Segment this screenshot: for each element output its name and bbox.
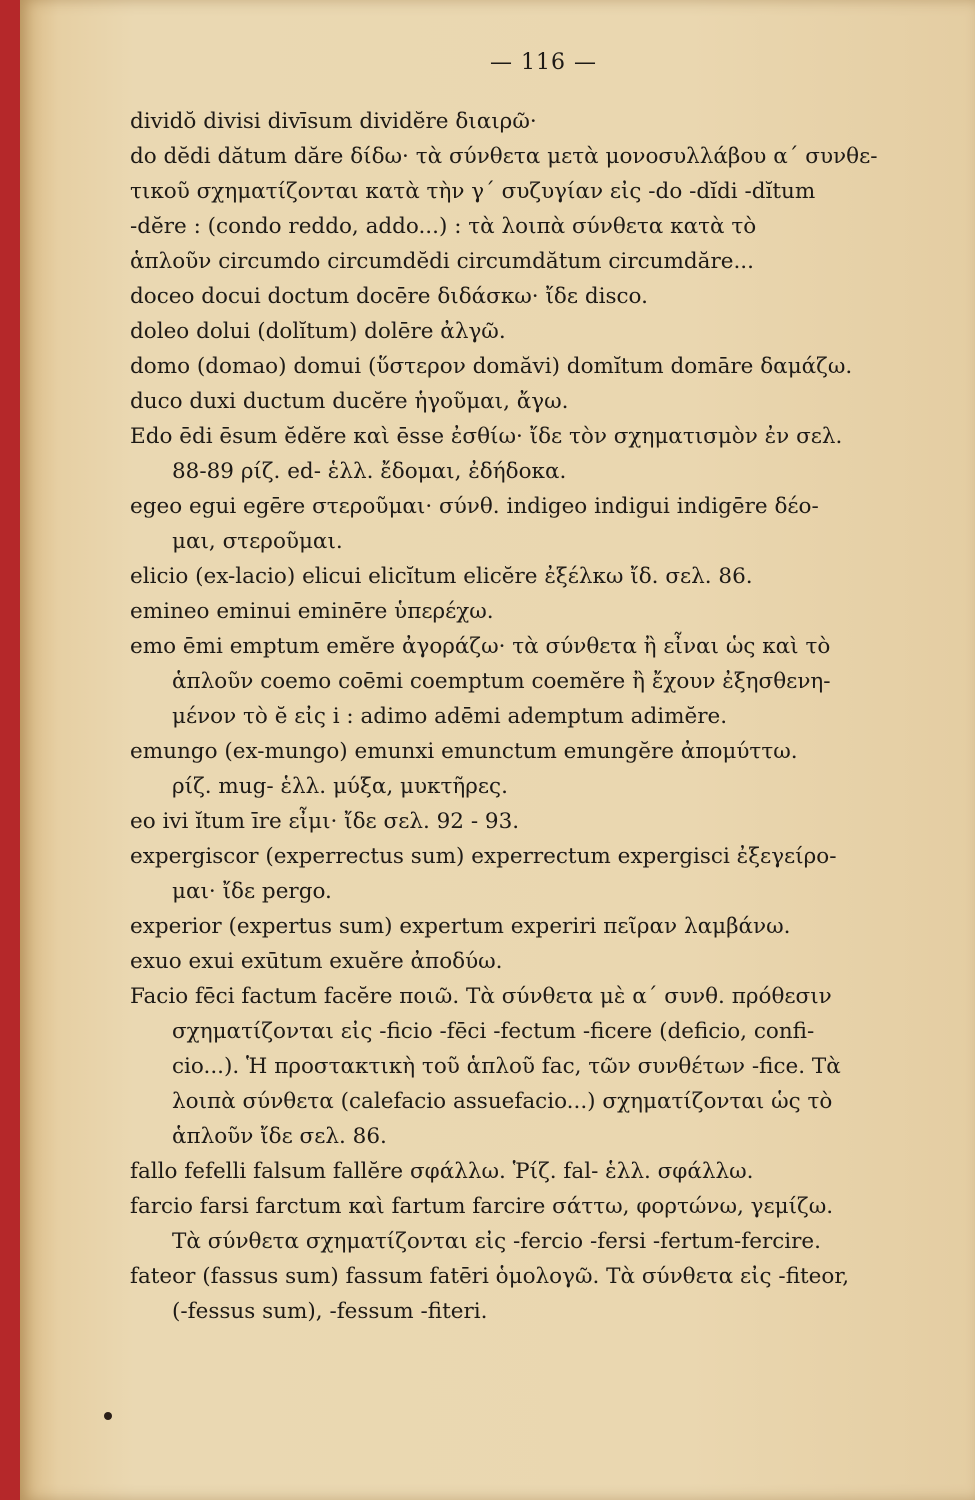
text-line: ρίζ. mug- ἑλλ. μύξα, μυκτῆρες. [172,774,508,799]
text-line: egeo egui egēre στεροῦμαι· σύνθ. indigeo indigui indigēre δέο- [130,494,819,519]
text-line: fateor (fassus sum) fassum fatēri ὁμολογῶ. Τὰ σύνθετα εἰς -fiteor, [130,1264,850,1289]
text-line: 88-89 ρίζ. ed- ἑλλ. ἔδομαι, ἐδήδοκα. [172,459,567,484]
text-line: Edo ēdi ēsum ĕdĕre καὶ ēsse ἐσθίω· ἴδε τὸν σχηματισμὸν ἐν σελ. [130,424,843,449]
text-line: experior (expertus sum) expertum experiri πεῖραν λαμβάνω. [130,914,791,939]
text-line: do dĕdi dătum dăre δίδω· τὰ σύνθετα μετὰ μονοσυλλάβου α΄ συνθε- [130,144,878,169]
text-line: domo (domao) domui (ὕστερον domăvi) domĭtum domāre δαμάζω. [130,354,853,379]
text-line: duco duxi ductum ducĕre ἡγοῦμαι, ἄγω. [130,389,569,414]
text-line: ἁπλοῦν ἴδε σελ. 86. [172,1124,387,1149]
text-line: emineo eminui eminēre ὑπερέχω. [130,599,494,624]
text-line: emungo (ex-mungo) emunxi emunctum emungĕre ἀπομύττω. [130,739,798,764]
text-line: λοιπὰ σύνθετα (calefacio assuefacio...) σχηματίζονται ὡς τὸ [172,1089,833,1114]
text-line: Τὰ σύνθετα σχηματίζονται εἰς -fercio -fersi -fertum-fercire. [172,1229,821,1254]
text-line: dividŏ divisi divīsum dividĕre διαιρῶ· [130,109,537,134]
text-line: expergiscor (experrectus sum) experrectum expergisci ἐξεγείρο- [130,844,837,869]
page-number: — 116 — [490,50,597,75]
text-line: emo ēmi emptum emĕre ἀγοράζω· τὰ σύνθετα ἢ εἶναι ὡς καὶ τὸ [130,634,831,659]
text-line: ἁπλοῦν circumdo circumdĕdi circumdătum circumdăre... [130,249,754,274]
text-line: -dĕre : (condo reddo, addo...) : τὰ λοιπὰ σύνθετα κατὰ τὸ [130,214,757,239]
text-line: μαι· ἴδε pergo. [172,879,332,904]
text-line: Facio fēci factum facĕre ποιῶ. Τὰ σύνθετα μὲ α΄ συνθ. πρόθεσιν [130,984,832,1009]
text-line: elicio (ex-lacio) elicui elicĭtum elicĕre ἐξέλκω ἴδ. σελ. 86. [130,564,753,589]
dictionary-text [130,104,970,1329]
text-line: (-fessus sum), -fessum -fiteri. [172,1299,488,1324]
text-line: μαι, στεροῦμαι. [172,529,343,554]
book-page [20,0,975,1500]
text-line: doleo dolui (dolĭtum) dolēre ἀλγῶ. [130,319,506,344]
text-line: farcio farsi farctum καὶ fartum farcire σάττω, φορτώνω, γεμίζω. [130,1194,834,1219]
text-line: doceo docui doctum docēre διδάσκω· ἴδε disco. [130,284,648,309]
text-line: exuo exui exūtum exuĕre ἀποδύω. [130,949,503,974]
text-line: σχηματίζονται εἰς -ficio -fēci -fectum -ficere (deficio, confi- [172,1019,815,1044]
text-line: eo ivi ĭtum īre εἶμι· ἴδε σελ. 92 - 93. [130,809,520,834]
ink-dot [104,1412,112,1420]
text-line: μένον τὸ ĕ εἰς i : adimo adēmi ademptum adimĕre. [172,704,728,729]
text-line: ἁπλοῦν coemo coēmi coemptum coemĕre ἢ ἔχουν ἐξησθενη- [172,669,831,694]
text-line: cio...). Ἡ προστακτικὴ τοῦ ἁπλοῦ fac, τῶν συνθέτων -fice. Τὰ [172,1054,841,1079]
text-line: τικοῦ σχηματίζονται κατὰ τὴν γ΄ συζυγίαν εἰς -do -dĭdi -dĭtum [130,179,816,204]
text-line: fallo fefelli falsum fallĕre σφάλλω. Ῥίζ. fal- ἑλλ. σφάλλω. [130,1159,754,1184]
